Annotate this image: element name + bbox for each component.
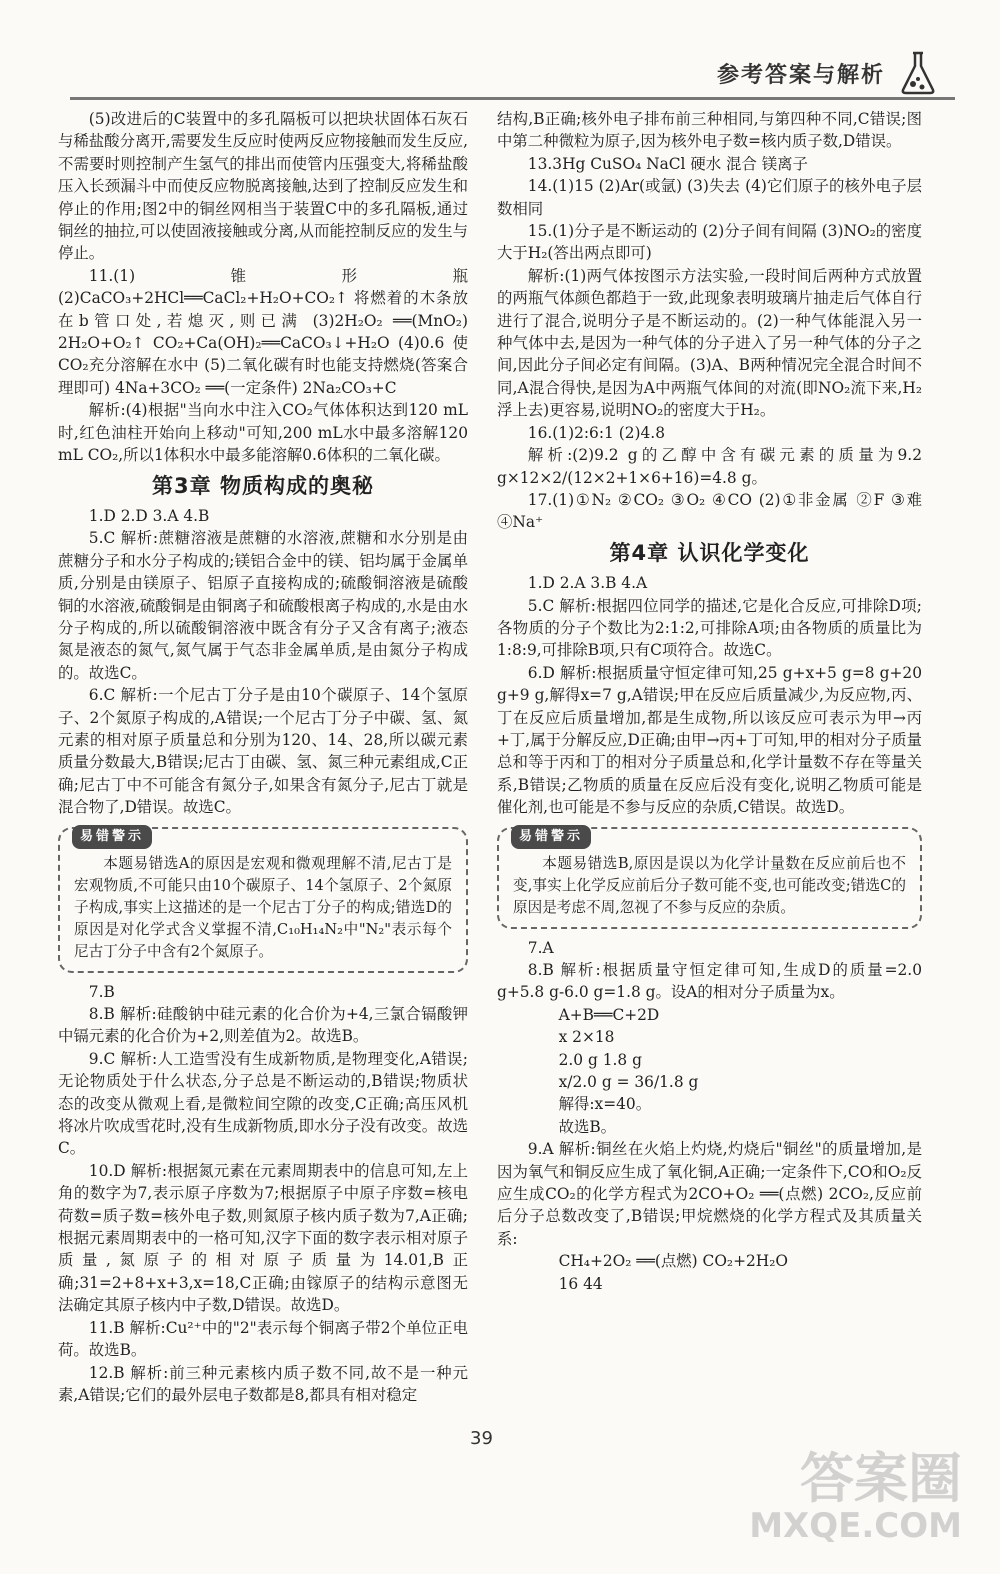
paragraph: 16.(1)2:6:1 (2)4.8	[527, 423, 665, 442]
warning-text: 本题易错选B,原因是误以为化学计量数在反应前后也不变,事实上化学反应前后分子数可能不变,也可能改变;错选C的原因是考虑不周,忽视了不参与反应的杂质。	[513, 854, 906, 916]
right-column	[497, 108, 922, 1295]
paragraph: 13.3Hg CuSO₄ NaCl 硬水 混合 镁离子	[527, 154, 808, 173]
page-header	[0, 0, 1000, 100]
paragraph: (5)改进后的C装置中的多孔隔板可以把块状固体石灰石与稀盐酸分离开,需要发生反应时使两反应物接触而发生反应,不需要时则控制产生氢气的排出而使管内压强变大,将稀盐酸压入长颈漏斗中而使反应物脱离接触,达到了控制反应发生和停止的作用;图2中的铜丝网相当于装置C中的多孔隔板,通过铜丝的抽拉,可以使固液接触或分离,从而能控制反应的发生与停止。	[58, 110, 468, 263]
warning-text: 本题易错选A的原因是宏观和微观理解不清,尼古丁是宏观物质,不可能只由10个碳原子、14个氢原子、2个氮原子构成,事实上这描述的是一个尼古丁分子的构成;错选D的原因是对化学式含义掌握不清,C₁₀H₁₄N₂中"N₂"表示每个尼古丁分子中含有2个氮原子。	[74, 854, 452, 960]
equation-line: x/2.0 g = 36/1.8 g	[558, 1073, 699, 1092]
warning-tag: 易错警示	[511, 825, 591, 849]
paragraph: 7.A	[527, 938, 554, 957]
page-number: 39	[470, 1428, 493, 1449]
paragraph: 8.B 解析:硅酸钠中硅元素的化合价为+4,三氯合镉酸钾中镉元素的化合价为+2,则差值为2。故选B。	[58, 1005, 468, 1046]
watermark-logo	[749, 1426, 972, 1556]
error-warning-box	[58, 827, 468, 973]
warning-tag: 易错警示	[72, 825, 152, 849]
paragraph: 17.(1)①N₂ ②CO₂ ③O₂ ④CO (2)①非金属 ②F ③难 ④Na⁺	[497, 490, 922, 532]
paragraph: 5.C 解析:蔗糖溶液是蔗糖的水溶液,蔗糖和水分别是由蔗糖分子和水分子构成的;镁铝合金中的镁、铝均属于金属单质,分别是由镁原子、铝原子直接构成的;硫酸铜溶液是硫酸铜的水溶液,硫酸铜是由铜离子和硫酸根离子构成的,水是由水分子构成的,所以硫酸铜溶液中既含有分子又含有离子;液态氮是液态的氮气,氮气属于气态非金属单质,是由氮分子构成的。故选C。	[58, 529, 468, 682]
paragraph: 5.C 解析:根据四位同学的描述,它是化合反应,可排除D项;各物质的分子个数比为2:1:2,可排除A项;由各物质的质量比为1:8:9,可排除B项,只有C项符合。故选C。	[497, 596, 922, 660]
watermark-text: 答案圈	[800, 1447, 962, 1510]
paragraph: 1.D 2.D 3.A 4.B	[88, 506, 210, 525]
chapter-4-title: 第4章 认识化学变化	[609, 540, 810, 565]
header-title: 参考答案与解析	[716, 63, 885, 88]
paragraph: 9.A 解析:铜丝在火焰上灼烧,灼烧后"铜丝"的质量增加,是因为氧气和铜反应生成了氧化铜,A正确;一定条件下,CO和O₂反应生成CO₂的化学方程式为2CO+O₂ ══(点燃) 2CO₂,反应前后分子总数改变了,B错误;甲烷燃烧的化学方程式及其质量关系:	[497, 1140, 922, 1248]
paragraph: 7.B	[88, 982, 115, 1001]
paragraph: 10.D 解析:根据氮元素在元素周期表中的信息可知,左上角的数字为7,表示原子序数为7;根据原子中原子序数=核电荷数=质子数=核外电子数,则氮原子核内质子数为7,A正确;根据元素周期表中的一格可知,汉字下面的数字表示相对原子质量,氮原子的相对原子质量为14.01,B正确;31=2+8+x+3,x=18,C正确;由镓原子的结构示意图无法确定其原子核内中子数,D错误。故选D。	[58, 1161, 468, 1315]
error-warning-box	[497, 827, 922, 929]
paragraph: 15.(1)分子是不断运动的 (2)分子间有间隔 (3)NO₂的密度大于H₂(答出两点即可)	[497, 222, 922, 263]
flask-icon	[898, 50, 938, 95]
paragraph: 解析:(2)9.2 g的乙醇中含有碳元素的质量为9.2 g×12×2/(12×2+1×6+16)=4.8 g。	[497, 446, 922, 487]
header-rule	[70, 97, 955, 100]
paragraph: 8.B 解析:根据质量守恒定律可知,生成D的质量=2.0 g+5.8 g-6.0 g=1.8 g。设A的相对分子质量为x。	[497, 961, 922, 1002]
paragraph: 12.B 解析:前三种元素核内质子数不同,故不是一种元素,A错误;它们的最外层电子数都是8,都具有相对稳定	[58, 1363, 468, 1404]
paragraph: 解析:(1)两气体按图示方法实验,一段时间后两种方式放置的两瓶气体颜色都趋于一致,此现象表明玻璃片抽走后气体自行进行了混合,说明分子是不断运动的。(2)一种气体能混入另一种气体中去,是因为一种气体的分子进入了另一种气体的分子之间,因此分子间必定有间隔。(3)A、B两种情况完全混合时间不同,A混合得快,是因为A中两瓶气体间的对流(即NO₂流下来,H₂浮上去)更容易,说明NO₂的密度大于H₂。	[497, 266, 922, 420]
equation-line: A+B══C+2D	[558, 1005, 660, 1024]
paragraph: 6.C 解析:一个尼古丁分子是由10个碳原子、14个氢原子、2个氮原子构成的,A错误;一个尼古丁分子中碳、氢、氮元素的相对原子质量总和分别为120、14、28,所以碳元素质量分数最大,B错误;尼古丁由碳、氢、氮三种元素组成,C正确;尼古丁中不可能含有氮分子,如果含有氮分子,尼古丁就是混合物了,D错误。故选C。	[58, 686, 468, 817]
equation-line: 解得:x=40。	[558, 1095, 652, 1114]
equation-line: 故选B。	[558, 1117, 617, 1136]
paragraph: 11.(1)锥形瓶 (2)CaCO₃+2HCl══CaCl₂+H₂O+CO₂↑ 将燃着的木条放在b管口处,若熄灭,则已满 (3)2H₂O₂ ══(MnO₂) 2H₂O+O₂↑ CO₂+Ca(OH)₂══CaCO₃↓+H₂O (4)0.6 使CO₂充分溶解在水中 (5)二氧化碳有时也能支持燃烧(答案合理即可) 4Na+3CO₂ ══(一定条件) 2Na₂CO₃+C	[58, 266, 468, 397]
left-column	[58, 108, 468, 1406]
equation-line: 2.0 g 1.8 g	[558, 1050, 642, 1069]
paragraph: 解析:(4)根据"当向水中注入CO₂气体体积达到120 mL时,红色油柱开始向上移动"可知,200 mL水中最多溶解120 mL CO₂,所以1体积水中最多能溶解0.6体积的二氧化碳。	[58, 401, 468, 465]
equation-line: CH₄+2O₂ ══(点燃) CO₂+2H₂O	[558, 1252, 789, 1271]
paragraph: 14.(1)15 (2)Ar(或氩) (3)失去 (4)它们原子的核外电子层数相同	[497, 177, 922, 218]
paragraph: 11.B 解析:Cu²⁺中的"2"表示每个铜离子带2个单位正电荷。故选B。	[58, 1318, 468, 1360]
equation-line: 16 44	[558, 1274, 603, 1293]
equation-line: x 2×18	[558, 1028, 615, 1047]
watermark-url: MXQE.COM	[749, 1506, 962, 1546]
chapter-3-title: 第3章 物质构成的奥秘	[152, 473, 374, 498]
paragraph: 6.D 解析:根据质量守恒定律可知,25 g+x+5 g=8 g+20 g+9 g,解得x=7 g,A错误;甲在反应后质量减少,为反应物,丙、丁在反应后质量增加,都是生成物,所以该反应可表示为甲→丙+丁,属于分解反应,D正确;由甲→丙+丁可知,甲的相对分子质量总和等于丙和丁的相对分子质量总和,化学计量数不存在等量关系,B错误;乙物质的质量在反应后没有变化,说明乙物质可能是催化剂,也可能是不参与反应的杂质,C错误。故选D。	[497, 663, 922, 817]
paragraph: 结构,B正确;核外电子排布前三种相同,与第四种不同,C错误;图中第二种微粒为原子,因为核外电子数=核内质子数,D错误。	[497, 110, 922, 151]
paragraph: 1.D 2.A 3.B 4.A	[527, 574, 648, 593]
paragraph: 9.C 解析:人工造雪没有生成新物质,是物理变化,A错误;无论物质处于什么状态,分子总是不断运动的,B错误;物质状态的改变从微观上看,是微粒间空隙的改变,C正确;高压风机将冰片吹成雪花时,没有生成新物质,即水分子没有改变。故选C。	[58, 1049, 468, 1158]
